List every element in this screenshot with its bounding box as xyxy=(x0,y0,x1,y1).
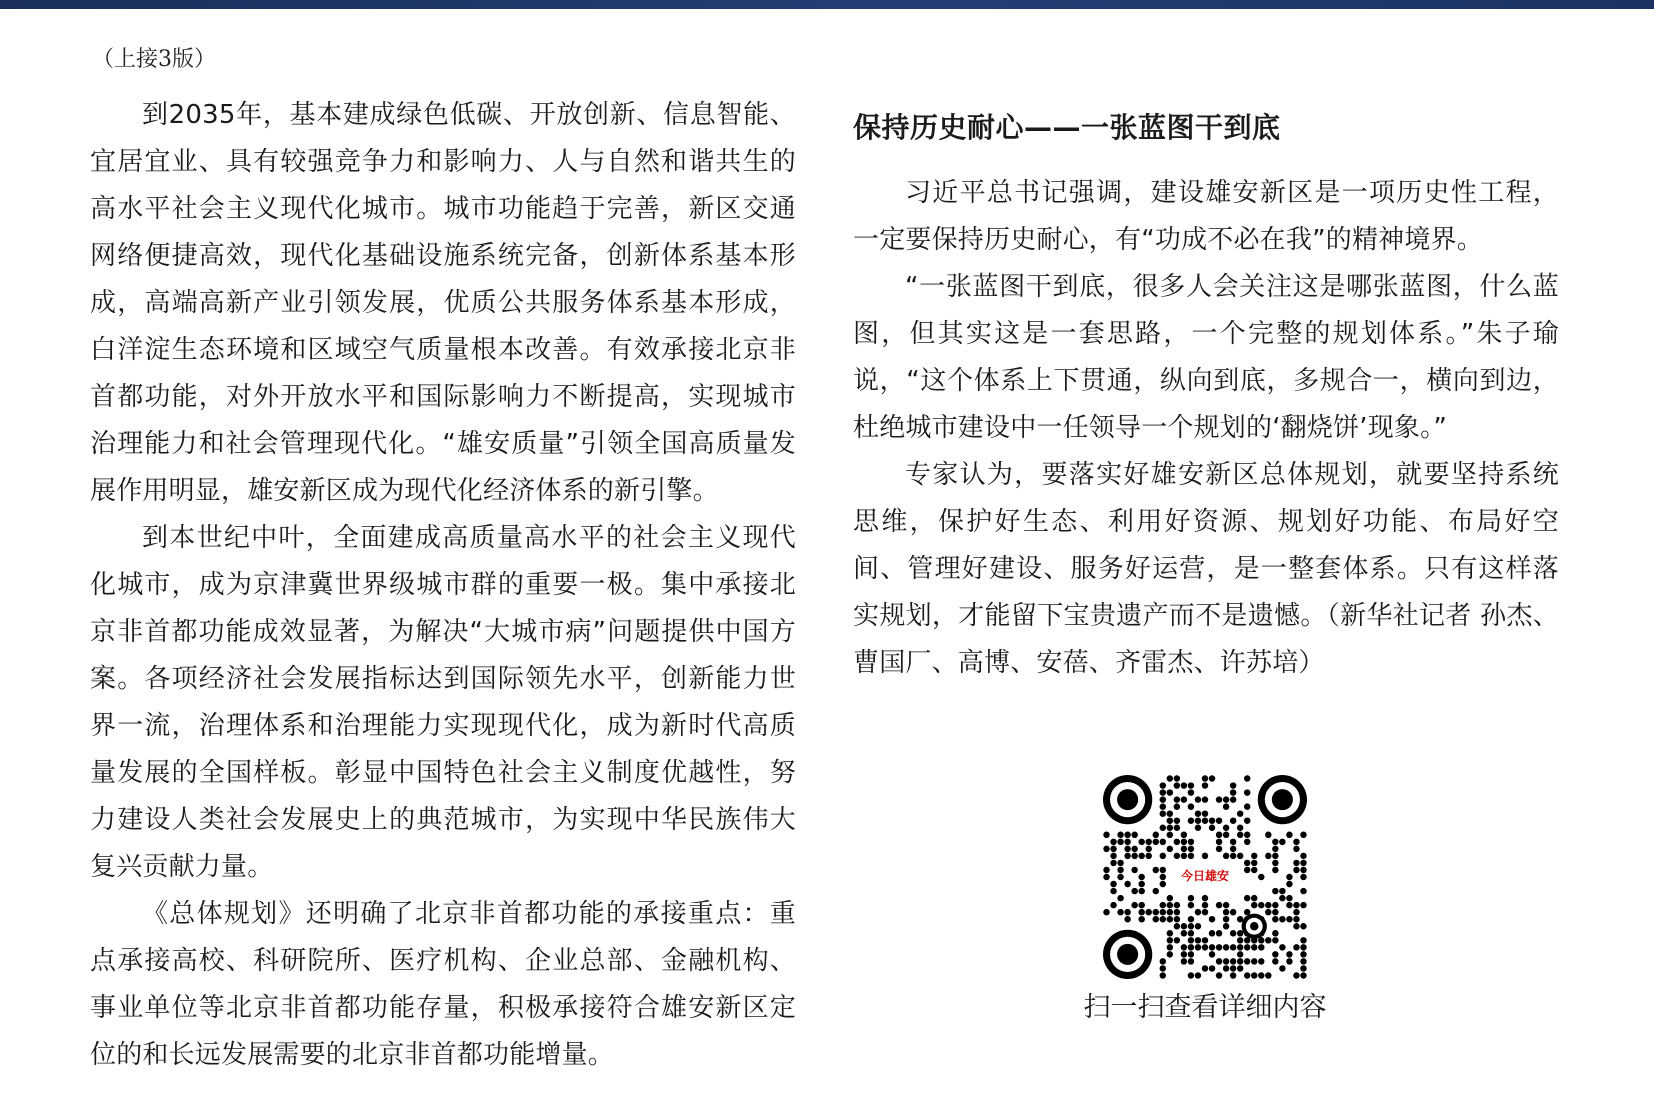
article-paragraph: “一张蓝图干到底，很多人会关注这是哪张蓝图，什么蓝图，但其实这是一套思路，一个完整的规划体系。”朱子瑜说，“这个体系上下贯通，纵向到底，多规合一，横向到边，杜绝城市建设中一任领导一个规划的‘翻烧饼’现象。” xyxy=(853,272,1559,443)
qr-caption: 扫一扫查看详细内容 xyxy=(1083,992,1327,1023)
article-paragraph: 到本世纪中叶，全面建成高质量高水平的社会主义现代化城市，成为京津冀世界级城市群的重要一极。集中承接北京非首都功能成效显著，为解决“大城市病”问题提供中国方案。各项经济社会发展指标达到国际领先水平，创新能力世界一流，治理体系和治理能力实现现代化，成为新时代高质量发展的全国样板。彰显中国特色社会主义制度优越性，努力建设人类社会发展史上的典范城市，为实现中华民族伟大复兴贡献力量。 xyxy=(90,523,796,882)
section-heading: 保持历史耐心——一张蓝图干到底 xyxy=(853,111,1281,144)
continued-from-note: （上接3版） xyxy=(92,47,216,72)
qr-logo: 今日雄安 xyxy=(1175,865,1235,887)
article-paragraph: 专家认为，要落实好雄安新区总体规划，就要坚持系统思维，保护好生态、利用好资源、规划好功能、布局好空间、管理好建设、服务好运营，是一整套体系。只有这样落实规划，才能留下宝贵遗产而不是遗憾。（新华社记者 孙杰、曹国厂、高博、安蓓、齐雷杰、许苏培） xyxy=(853,460,1559,678)
article-paragraph: 习近平总书记强调，建设雄安新区是一项历史性工程，一定要保持历史耐心，有“功成不必在我”的精神境界。 xyxy=(853,178,1559,255)
left-article-column xyxy=(90,92,796,1079)
qr-code[interactable] xyxy=(1103,775,1307,979)
top-banner-bar xyxy=(0,0,1654,9)
article-paragraph: 《总体规划》还明确了北京非首都功能的承接重点：重点承接高校、科研院所、医疗机构、企业总部、金融机构、事业单位等北京非首都功能存量，积极承接符合雄安新区定位的和长远发展需要的北京非首都功能增量。 xyxy=(90,899,796,1070)
right-article-column xyxy=(853,170,1559,687)
article-paragraph: 到2035年，基本建成绿色低碳、开放创新、信息智能、宜居宜业、具有较强竞争力和影响力、人与自然和谐共生的高水平社会主义现代化城市。城市功能趋于完善，新区交通网络便捷高效，现代化基础设施系统完备，创新体系基本形成，高端高新产业引领发展，优质公共服务体系基本形成，白洋淀生态环境和区域空气质量根本改善。有效承接北京非首都功能，对外开放水平和国际影响力不断提高，实现城市治理能力和社会管理现代化。“雄安质量”引领全国高质量发展作用明显，雄安新区成为现代化经济体系的新引擎。 xyxy=(90,100,796,506)
